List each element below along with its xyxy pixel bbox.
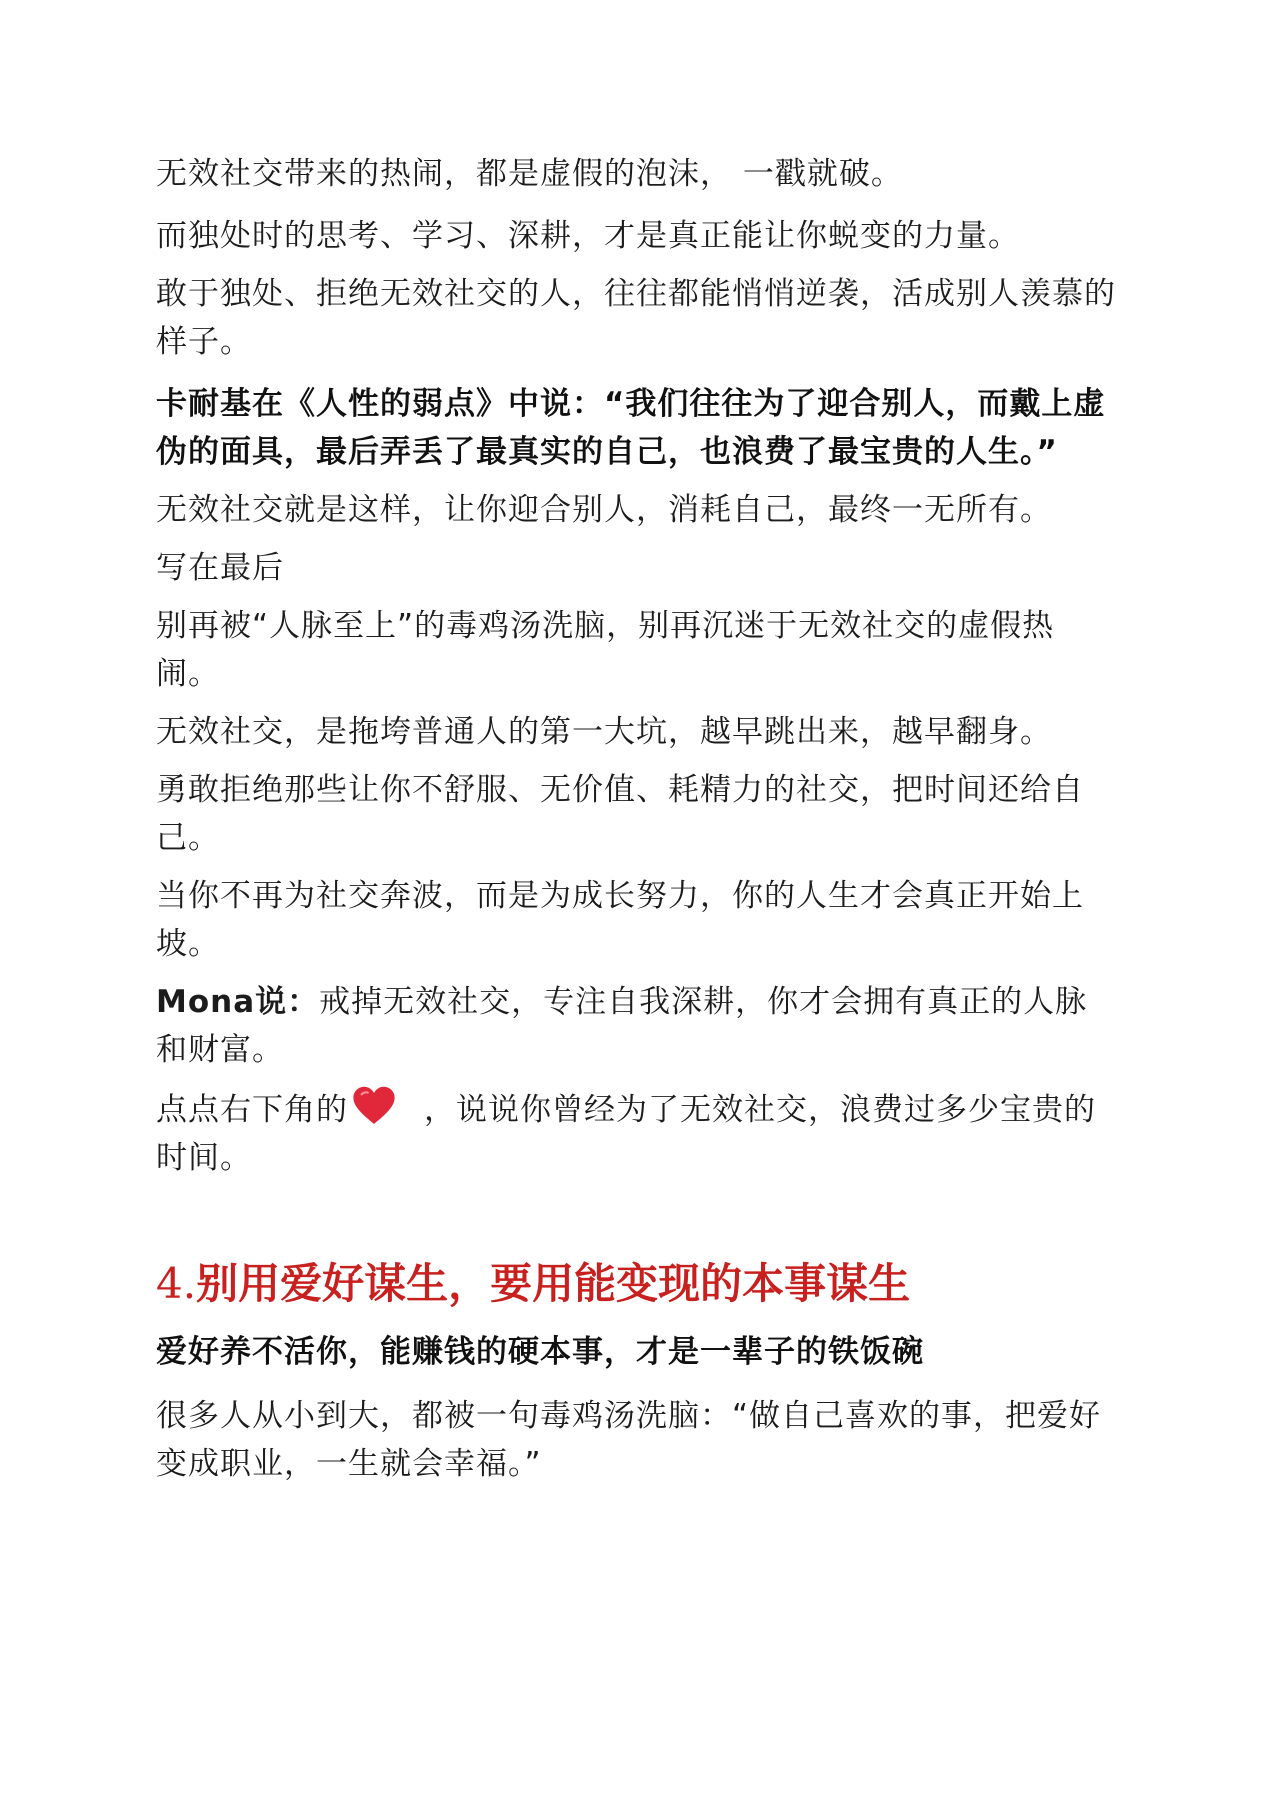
section-paragraph-1: 很多人从小到大，都被一句毒鸡汤洗脑：“做自己喜欢的事，把爱好变成职业，一生就会幸福。”: [156, 1398, 1102, 1482]
paragraph-4: 无效社交就是这样，让你迎合别人，消耗自己，最终一无所有。: [156, 492, 1052, 528]
section-subtitle: 爱好养不活你，能赚钱的硬本事，才是一辈子的铁饭碗: [156, 1334, 924, 1370]
cta-after: ，说说你曾经为了无效社交，浪费过多少宝贵的时间。: [156, 1092, 1096, 1176]
paragraph-7: 无效社交，是拖垮普通人的第一大坑，越早跳出来，越早翻身。: [156, 714, 1052, 750]
paragraph-8: 勇敢拒绝那些让你不舒服、无价值、耗精力的社交，把时间还给自己。: [156, 772, 1084, 856]
mona-text: 戒掉无效社交，专注自我深耕，你才会拥有真正的人脉 和财富。: [156, 984, 1088, 1068]
article-body: [156, 150, 1116, 1488]
cta-paragraph: [156, 1084, 1116, 1182]
paragraph-3: 敢于独处、拒绝无效社交的人，往往都能悄悄逆袭，活成别人羡慕的样子。: [156, 276, 1116, 360]
quote-paragraph: 卡耐基在《人性的弱点》中说：“我们往往为了迎合别人，而戴上虚伪的面具，最后弄丢了最真实的自己，也浪费了最宝贵的人生。”: [156, 386, 1106, 470]
paragraph-2: 而独处时的思考、学习、深耕，才是真正能让你蜕变的力量。: [156, 218, 1020, 254]
closing-heading: 写在最后: [156, 550, 284, 586]
mona-paragraph: [156, 978, 1116, 1074]
section-number: 4.: [156, 1259, 197, 1308]
cta-before: 点点右下角的: [156, 1092, 348, 1128]
paragraph-9: 当你不再为社交奔波，而是为成长努力，你的人生才会真正开始上坡。: [156, 878, 1084, 962]
heart-icon: [352, 1084, 396, 1128]
section-title: [156, 1254, 1116, 1314]
paragraph-1: 无效社交带来的热闹，都是虚假的泡沫， 一戳就破。: [156, 156, 903, 192]
paragraph-6: 别再被“人脉至上”的毒鸡汤洗脑，别再沉迷于无效社交的虚假热闹。: [156, 608, 1055, 692]
section-title-text: 别用爱好谋生，要用能变现的本事谋生: [196, 1259, 911, 1308]
mona-label: Mona说：: [156, 984, 320, 1020]
